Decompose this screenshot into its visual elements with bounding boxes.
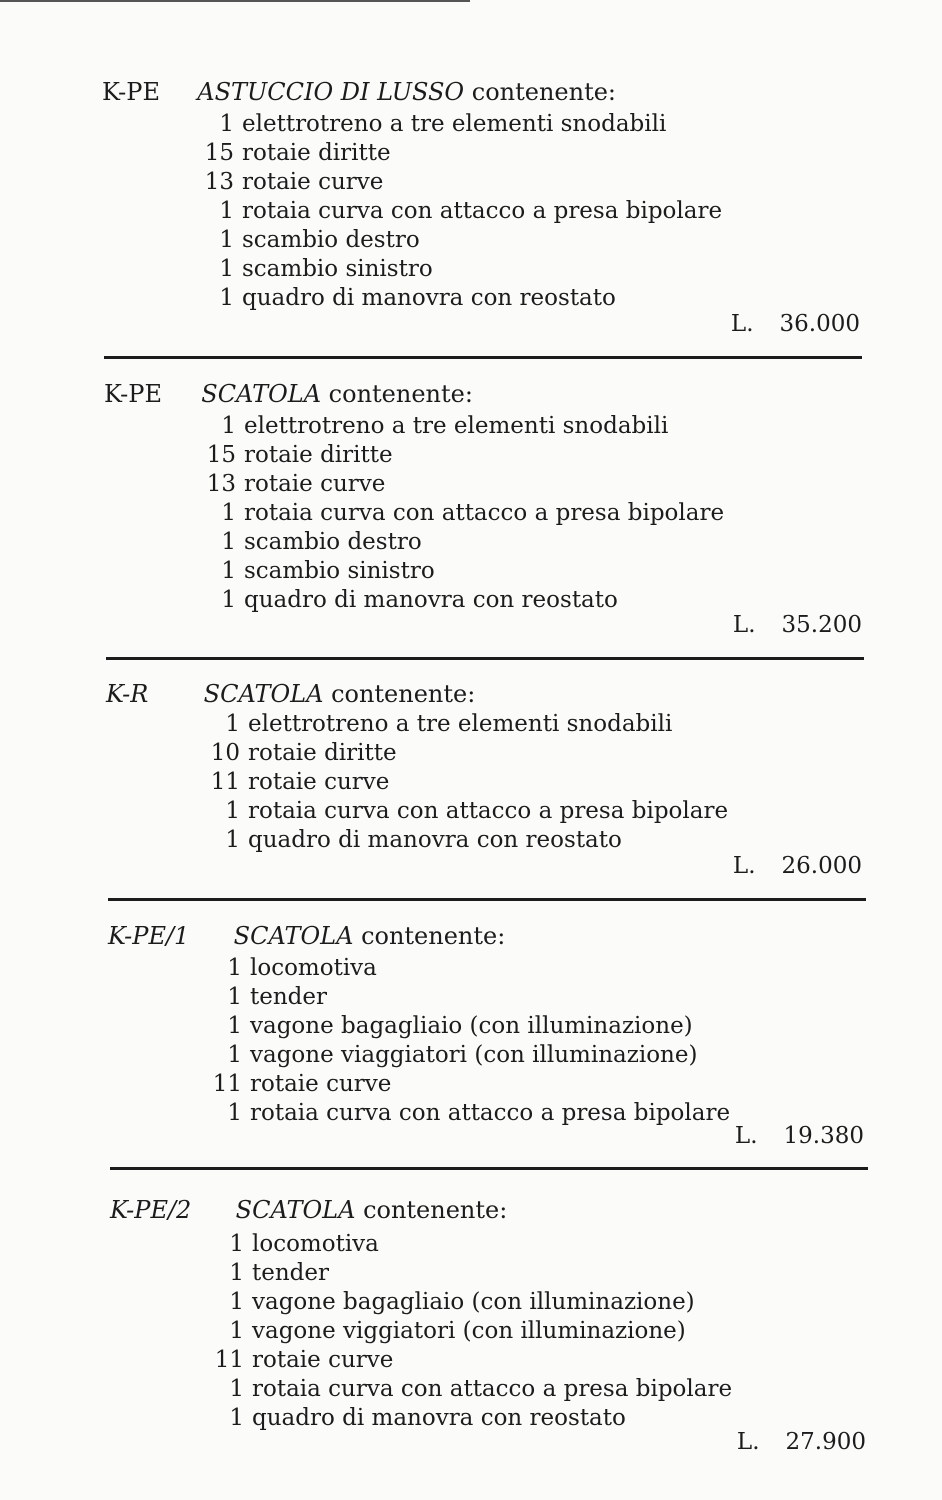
list-item <box>202 586 724 615</box>
item-description: rotaie diritte <box>248 740 397 766</box>
item-description: quadro di manovra con reostato <box>244 587 618 613</box>
item-quantity: 1 <box>219 198 234 224</box>
list-item <box>200 139 722 168</box>
item-description: vagone viaggiatori (con illuminazione) <box>250 1042 698 1068</box>
item-quantity: 11 <box>210 769 240 795</box>
price-value: 35.200 <box>781 612 862 638</box>
list-item <box>208 1012 730 1041</box>
item-quantity: 13 <box>204 169 234 195</box>
item-quantity: 1 <box>219 285 234 311</box>
page-top-edge <box>0 0 470 2</box>
heading-suffix: contenente: <box>361 922 506 950</box>
item-description: rotaie curve <box>242 169 384 195</box>
item-quantity: 1 <box>221 587 236 613</box>
contents-list <box>206 710 728 855</box>
item-description: quadro di manovra con reostato <box>252 1405 626 1431</box>
item-quantity: 15 <box>206 442 236 468</box>
item-description: rotaie diritte <box>242 140 391 166</box>
item-quantity: 11 <box>212 1071 242 1097</box>
section-divider <box>110 1167 868 1170</box>
item-description: vagone bagagliaio (con illuminazione) <box>250 1013 693 1039</box>
list-item <box>202 470 724 499</box>
product-code: K-R <box>106 680 149 708</box>
section-heading <box>108 922 505 950</box>
price <box>733 852 862 880</box>
item-quantity: 1 <box>229 1260 244 1286</box>
currency-label: L. <box>732 612 756 638</box>
section-heading <box>110 1196 507 1224</box>
item-description: scambio destro <box>242 227 420 253</box>
list-item <box>206 768 728 797</box>
package-title: SCATOLA <box>233 922 354 950</box>
price <box>737 1428 866 1456</box>
item-description: tender <box>250 984 327 1010</box>
list-item <box>208 954 730 983</box>
item-quantity: 15 <box>204 140 234 166</box>
list-item <box>210 1317 732 1346</box>
item-description: locomotiva <box>252 1231 379 1257</box>
product-code: K-PE <box>102 78 160 106</box>
item-description: rotaia curva con attacco a presa bipolare <box>252 1376 733 1402</box>
contents-list <box>202 412 724 615</box>
item-quantity: 1 <box>227 984 242 1010</box>
list-item <box>208 1070 730 1099</box>
list-item <box>206 797 728 826</box>
item-quantity: 1 <box>221 558 236 584</box>
item-quantity: 1 <box>227 955 242 981</box>
list-item <box>210 1404 732 1433</box>
heading-suffix: contenente: <box>471 78 616 106</box>
item-description: elettrotreno a tre elementi snodabili <box>248 711 673 737</box>
item-quantity: 1 <box>225 711 240 737</box>
currency-label: L. <box>732 853 756 879</box>
item-description: rotaie curve <box>248 769 390 795</box>
package-title: SCATOLA <box>201 380 322 408</box>
list-item <box>200 197 722 226</box>
item-quantity: 1 <box>225 798 240 824</box>
item-description: quadro di manovra con reostato <box>242 285 616 311</box>
item-quantity: 1 <box>221 413 236 439</box>
package-title: SCATOLA <box>235 1196 356 1224</box>
currency-label: L. <box>736 1429 760 1455</box>
list-item <box>210 1259 732 1288</box>
item-quantity: 1 <box>221 500 236 526</box>
heading-suffix: contenente: <box>363 1196 508 1224</box>
item-description: rotaia curva con attacco a presa bipolare <box>250 1100 731 1126</box>
product-code: K-PE <box>104 380 162 408</box>
item-description: rotaie curve <box>244 471 386 497</box>
list-item <box>200 226 722 255</box>
list-item <box>210 1230 732 1259</box>
section-divider <box>108 898 866 901</box>
section-divider <box>106 657 864 660</box>
list-item <box>208 983 730 1012</box>
item-quantity: 1 <box>221 529 236 555</box>
item-quantity: 1 <box>219 227 234 253</box>
list-item <box>210 1375 732 1404</box>
item-quantity: 1 <box>219 256 234 282</box>
section-heading <box>104 380 473 408</box>
price <box>735 1122 864 1150</box>
currency-label: L. <box>734 1123 758 1149</box>
item-description: locomotiva <box>250 955 377 981</box>
item-quantity: 1 <box>229 1405 244 1431</box>
list-item <box>202 499 724 528</box>
item-description: rotaie curve <box>252 1347 394 1373</box>
list-item <box>200 284 722 313</box>
price-value: 19.380 <box>783 1123 864 1149</box>
list-item <box>206 826 728 855</box>
item-description: rotaia curva con attacco a presa bipolare <box>244 500 725 526</box>
item-quantity: 1 <box>229 1231 244 1257</box>
price-value: 26.000 <box>781 853 862 879</box>
item-quantity: 1 <box>227 1013 242 1039</box>
item-description: elettrotreno a tre elementi snodabili <box>244 413 669 439</box>
product-code: K-PE/1 <box>108 922 190 950</box>
heading-suffix: contenente: <box>331 680 476 708</box>
contents-list <box>208 954 730 1128</box>
price-value: 27.900 <box>785 1429 866 1455</box>
item-quantity: 11 <box>214 1347 244 1373</box>
list-item <box>200 255 722 284</box>
list-item <box>210 1288 732 1317</box>
list-item <box>208 1099 730 1128</box>
item-quantity: 1 <box>225 827 240 853</box>
item-description: rotaie curve <box>250 1071 392 1097</box>
item-description: scambio sinistro <box>244 558 435 584</box>
item-description: vagone bagagliaio (con illuminazione) <box>252 1289 695 1315</box>
item-description: quadro di manovra con reostato <box>248 827 622 853</box>
contents-list <box>200 110 722 313</box>
item-description: tender <box>252 1260 329 1286</box>
item-description: rotaia curva con attacco a presa bipolare <box>248 798 729 824</box>
list-item <box>200 110 722 139</box>
product-code: K-PE/2 <box>110 1196 192 1224</box>
section-divider <box>104 356 862 359</box>
package-title: SCATOLA <box>203 680 324 708</box>
item-description: rotaie diritte <box>244 442 393 468</box>
item-quantity: 1 <box>229 1289 244 1315</box>
price <box>731 310 860 338</box>
item-quantity: 13 <box>206 471 236 497</box>
item-quantity: 1 <box>227 1100 242 1126</box>
item-quantity: 10 <box>210 740 240 766</box>
price-value: 36.000 <box>779 311 860 337</box>
item-quantity: 1 <box>219 111 234 137</box>
item-quantity: 1 <box>229 1318 244 1344</box>
list-item <box>202 557 724 586</box>
section-heading <box>102 78 616 106</box>
list-item <box>206 739 728 768</box>
item-quantity: 1 <box>229 1376 244 1402</box>
item-description: scambio sinistro <box>242 256 433 282</box>
item-quantity: 1 <box>227 1042 242 1068</box>
item-description: scambio destro <box>244 529 422 555</box>
heading-suffix: contenente: <box>328 380 473 408</box>
list-item <box>200 168 722 197</box>
list-item <box>208 1041 730 1070</box>
list-item <box>202 528 724 557</box>
section-heading <box>106 680 475 708</box>
item-description: vagone viggiatori (con illuminazione) <box>252 1318 686 1344</box>
contents-list <box>210 1230 732 1433</box>
list-item <box>202 441 724 470</box>
price <box>733 611 862 639</box>
list-item <box>210 1346 732 1375</box>
package-title: ASTUCCIO DI LUSSO <box>197 78 465 106</box>
list-item <box>206 710 728 739</box>
currency-label: L. <box>730 311 754 337</box>
list-item <box>202 412 724 441</box>
item-description: elettrotreno a tre elementi snodabili <box>242 111 667 137</box>
item-description: rotaia curva con attacco a presa bipolare <box>242 198 723 224</box>
